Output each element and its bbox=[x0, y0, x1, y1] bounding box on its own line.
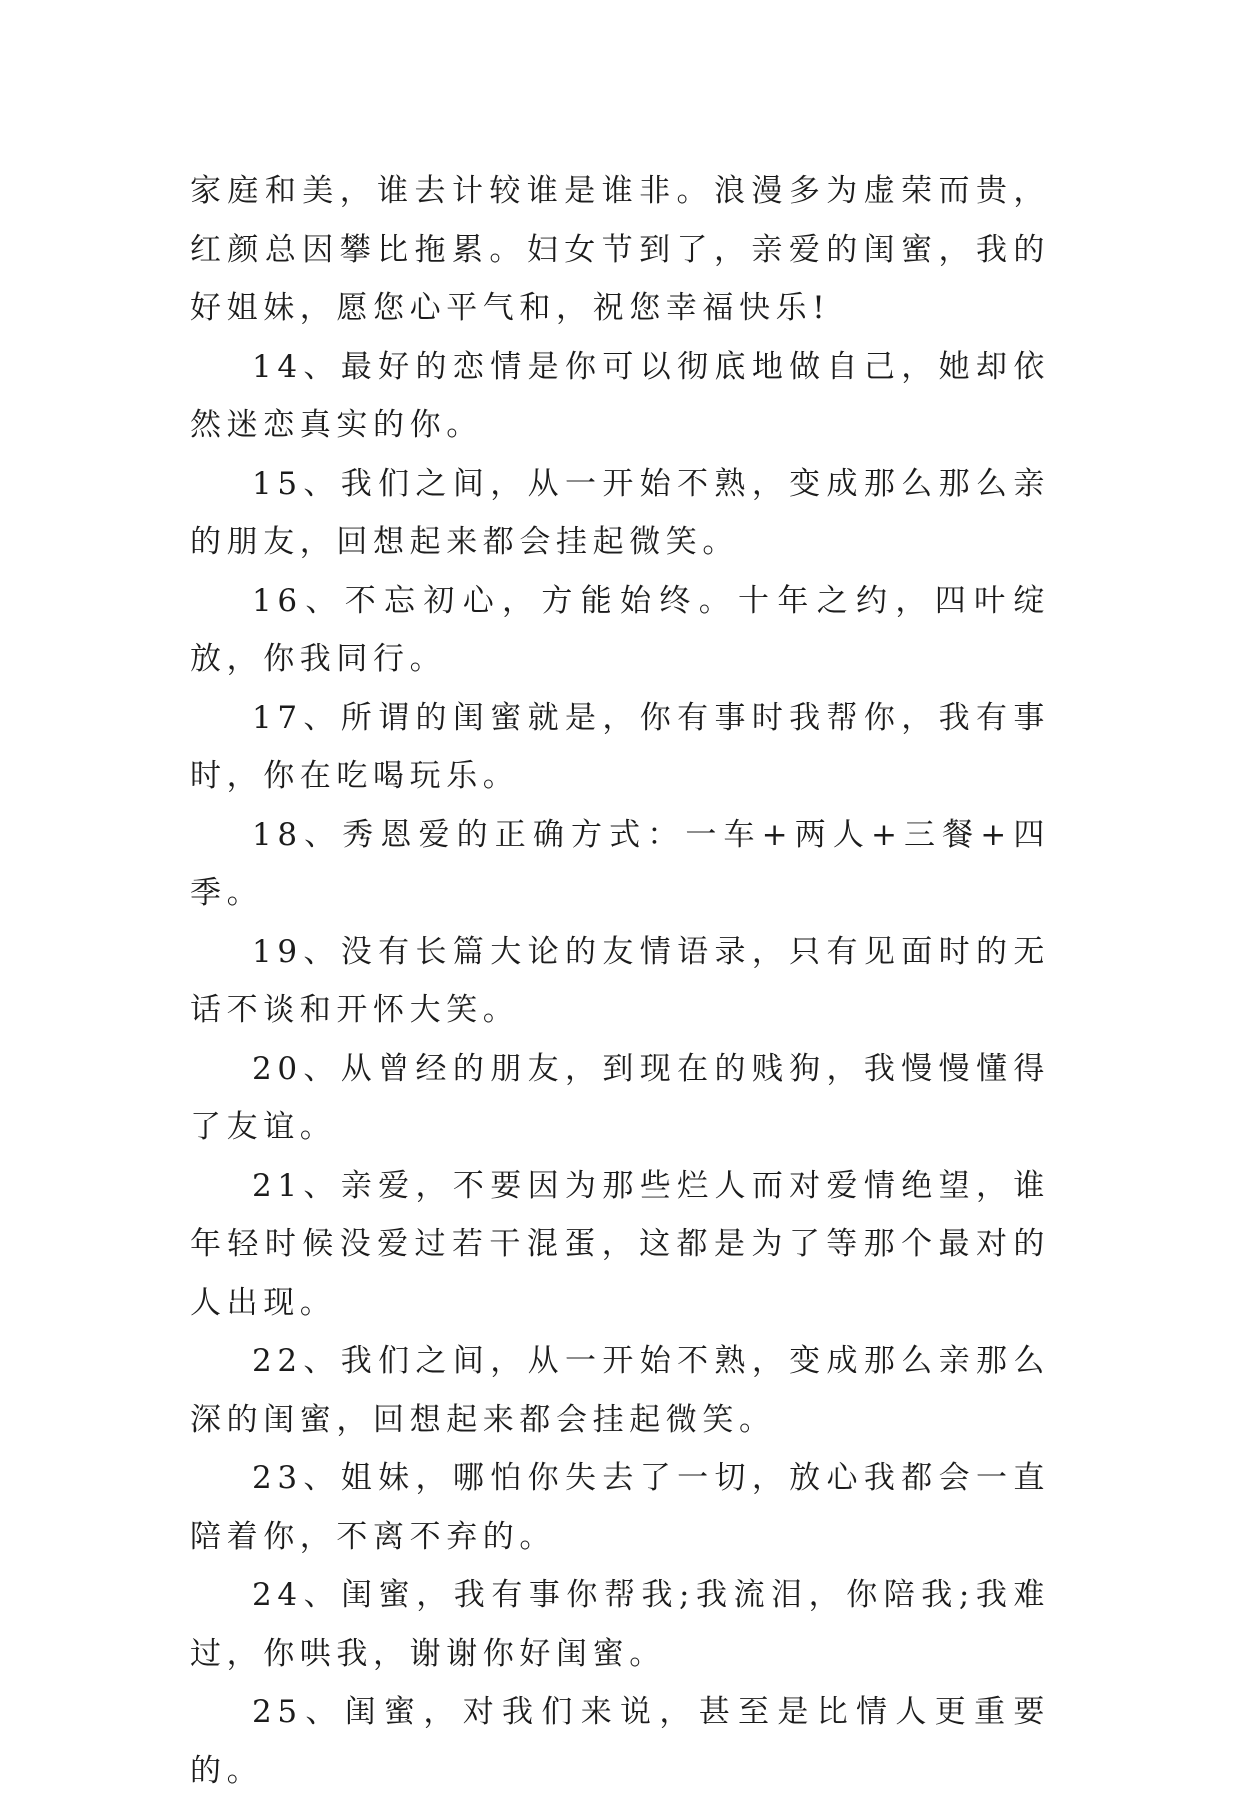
paragraph-item-18: 18、秀恩爱的正确方式：一车+两人+三餐+四季。 bbox=[190, 816, 1050, 911]
paragraph-item-22: 22、我们之间，从一开始不熟，变成那么亲那么深的闺蜜，回想起来都会挂起微笑。 bbox=[190, 1343, 1050, 1438]
paragraph-item-21: 21、亲爱，不要因为那些烂人而对爱情绝望，谁年轻时候没爱过若干混蛋，这都是为了等那个最对的人出现。 bbox=[190, 1167, 1050, 1321]
paragraph-item-17: 17、所谓的闺蜜就是，你有事时我帮你，我有事时，你在吃喝玩乐。 bbox=[190, 699, 1050, 794]
paragraph-item-20: 20、从曾经的朋友，到现在的贱狗，我慢慢懂得了友谊。 bbox=[190, 1050, 1050, 1145]
paragraph-item-14: 14、最好的恋情是你可以彻底地做自己，她却依然迷恋真实的你。 bbox=[190, 348, 1050, 443]
paragraph-item-25: 25、闺蜜，对我们来说，甚至是比情人更重要的。 bbox=[190, 1694, 1050, 1789]
paragraph-continuation: 家庭和美，谁去计较谁是谁非。浪漫多为虚荣而贵，红颜总因攀比拖累。妇女节到了，亲爱的闺蜜，我的好姐妹，愿您心平气和，祝您幸福快乐! bbox=[190, 173, 1050, 326]
paragraph-item-19: 19、没有长篇大论的友情语录，只有见面时的无话不谈和开怀大笑。 bbox=[190, 933, 1050, 1028]
document-body bbox=[190, 162, 1050, 1800]
paragraph-item-24: 24、闺蜜，我有事你帮我;我流泪，你陪我;我难过，你哄我，谢谢你好闺蜜。 bbox=[190, 1577, 1050, 1672]
paragraph-item-15: 15、我们之间，从一开始不熟，变成那么那么亲的朋友，回想起来都会挂起微笑。 bbox=[190, 465, 1050, 560]
paragraph-item-23: 23、姐妹，哪怕你失去了一切，放心我都会一直陪着你，不离不弃的。 bbox=[190, 1460, 1050, 1555]
paragraph-item-16: 16、不忘初心，方能始终。十年之约，四叶绽放，你我同行。 bbox=[190, 582, 1050, 677]
